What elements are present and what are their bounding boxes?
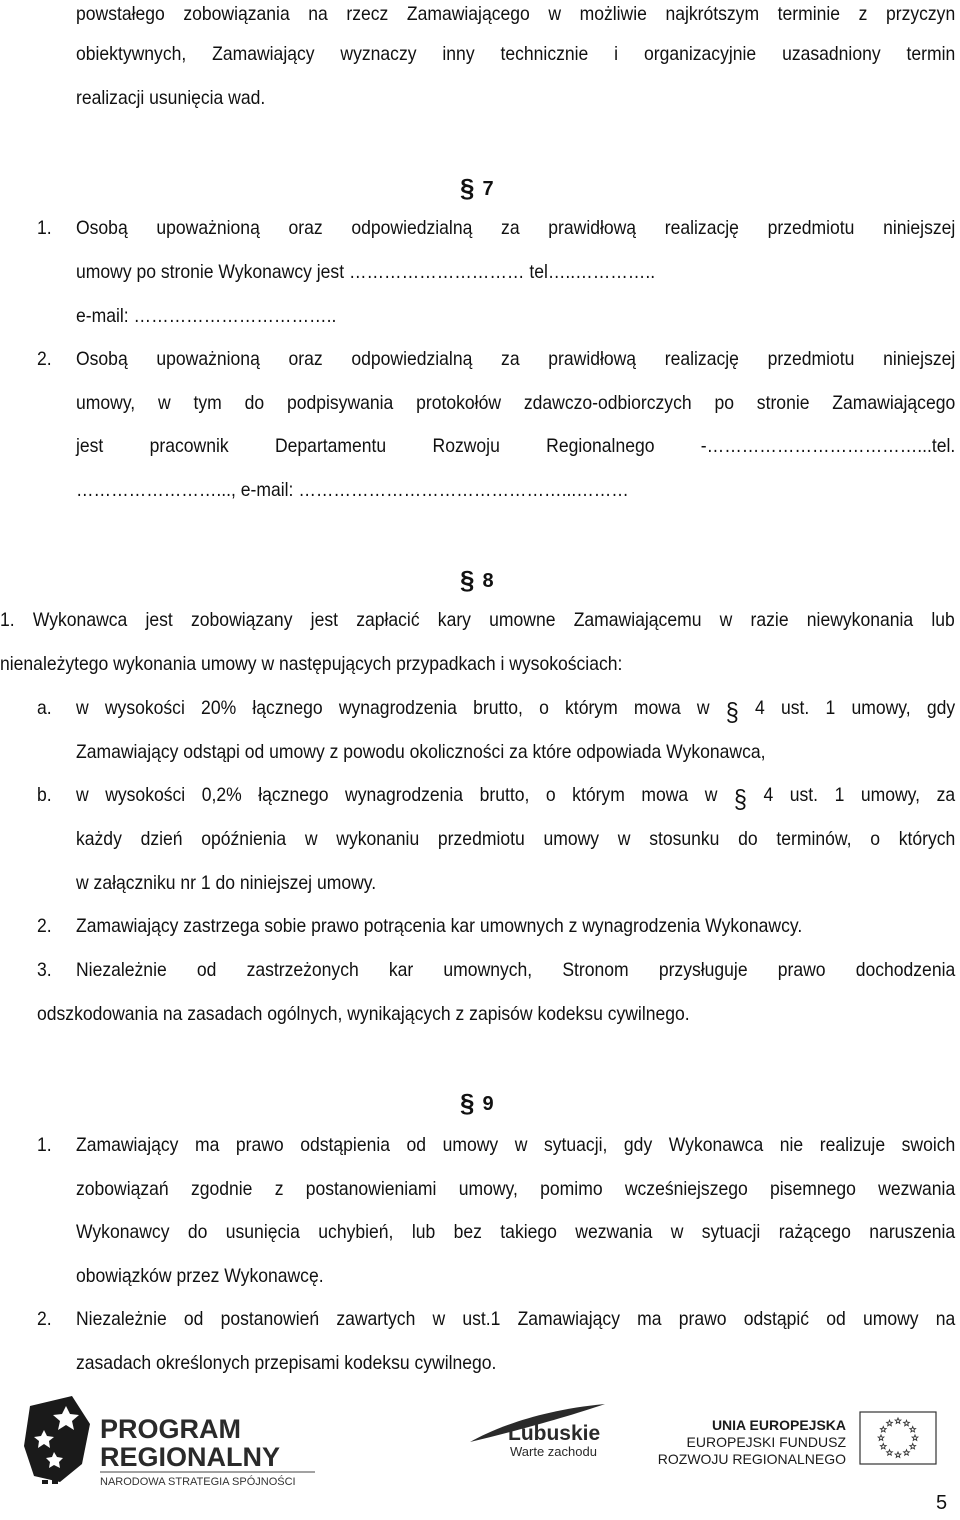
word: którym xyxy=(565,697,618,719)
word: mowa xyxy=(633,697,681,719)
word: sytuacji, xyxy=(543,1134,608,1156)
text-line xyxy=(0,606,955,634)
logo-text: PROGRAM xyxy=(100,1414,241,1444)
word: naruszenia xyxy=(869,1221,956,1243)
text-line: e-mail: …………………………….. xyxy=(76,305,337,327)
section-heading-7 xyxy=(460,172,494,203)
section-number: 8 xyxy=(482,570,494,592)
word: pisemnego xyxy=(770,1178,856,1200)
section-symbol: § xyxy=(460,173,475,203)
word: odpowiedzialną xyxy=(351,348,473,370)
word: i xyxy=(614,43,619,65)
word: takiego xyxy=(500,1221,557,1243)
word: w xyxy=(304,828,318,850)
word: termin xyxy=(906,43,956,65)
text-line xyxy=(76,1131,955,1159)
word: § xyxy=(733,784,747,814)
word: zastrzeżonych xyxy=(246,959,359,981)
word: 4 xyxy=(763,784,774,806)
word: od xyxy=(196,959,217,981)
word: o xyxy=(870,828,881,850)
word: każdy xyxy=(76,828,122,850)
word: możliwie xyxy=(579,3,647,25)
word: 4 xyxy=(755,697,765,719)
program-regionalny-logo xyxy=(24,1396,315,1488)
word: uzasadniony xyxy=(782,43,881,65)
word: niniejszej xyxy=(883,217,956,239)
word: Osobą xyxy=(76,217,128,239)
word: do xyxy=(244,392,265,414)
word: Osobą xyxy=(76,348,128,370)
word: wykonaniu xyxy=(336,828,420,850)
word: sytuacji xyxy=(701,1221,761,1243)
word: wynagrodzenia xyxy=(338,697,457,719)
word: o xyxy=(545,784,556,806)
word: Zamawiającego xyxy=(406,3,530,25)
word: w xyxy=(548,3,562,25)
logo-text: NARODOWA STRATEGIA SPÓJNOŚCI xyxy=(100,1476,296,1488)
list-number: 2. xyxy=(37,915,52,937)
text-line: umowy po stronie Wykonawcy jest ………………………… tel…..………….. xyxy=(76,261,656,283)
word: zobowiązania xyxy=(183,3,290,25)
word: jest xyxy=(310,609,338,631)
word: stronie xyxy=(756,392,810,414)
page-number: 5 xyxy=(936,1492,948,1514)
text-line xyxy=(76,1218,955,1246)
word: najkrótszym xyxy=(665,3,760,25)
logo-text: Lubuskie xyxy=(508,1422,601,1445)
section-symbol: § xyxy=(460,565,475,595)
word: obiektywnych, xyxy=(76,43,187,65)
word: Zamawiającemu xyxy=(573,609,702,631)
word: łącznego xyxy=(258,784,329,806)
word: prawo xyxy=(777,959,826,981)
word: w xyxy=(719,609,733,631)
word: realizuje xyxy=(819,1134,886,1156)
word: Zamawiającego xyxy=(832,392,956,414)
word: dochodzenia xyxy=(855,959,956,981)
word: Wykonawcy xyxy=(76,1221,170,1243)
word: odstąpić xyxy=(743,1308,810,1330)
logo-text: REGIONALNY xyxy=(100,1442,281,1472)
word: za xyxy=(936,784,956,806)
word: pracownik xyxy=(149,435,229,457)
word: uchybień, xyxy=(318,1221,394,1243)
word: zobowiązany xyxy=(191,609,293,631)
word: którym xyxy=(572,784,625,806)
text-line: Zamawiający odstąpi od umowy z powodu okoliczności za które odpowiada Wykonawca, xyxy=(76,741,766,763)
logo-text: ROZWOJU REGIONALNEGO xyxy=(657,1451,846,1467)
word: w xyxy=(617,828,631,850)
text-line: ……………………..., e-mail: ………………………………………...……… xyxy=(76,479,629,501)
word: w xyxy=(704,784,718,806)
text-line xyxy=(76,956,955,984)
word: umowy, xyxy=(76,392,136,414)
word: jest xyxy=(76,435,104,457)
word: Stronom xyxy=(562,959,629,981)
word: rażącego xyxy=(778,1221,851,1243)
word: lub xyxy=(411,1221,436,1243)
word: opóźnienia xyxy=(201,828,287,850)
list-number: 1. xyxy=(37,1134,52,1156)
word: bez xyxy=(453,1221,482,1243)
word: niniejszej xyxy=(883,348,956,370)
text-line xyxy=(76,825,955,853)
word: lub xyxy=(931,609,955,631)
word: w xyxy=(696,697,710,719)
word: umowy xyxy=(543,828,600,850)
word: Zamawiający xyxy=(76,1134,179,1156)
word: umowy, xyxy=(851,697,911,719)
word: prawidłową xyxy=(548,348,637,370)
word: ust. xyxy=(780,697,810,719)
word: -………………………………...tel. xyxy=(700,435,956,457)
word: upoważnioną xyxy=(156,348,260,370)
word: Rozwoju xyxy=(432,435,500,457)
word: oraz xyxy=(288,217,323,239)
word: umowy xyxy=(862,1308,919,1330)
word: przedmiotu xyxy=(767,348,855,370)
word: technicznie xyxy=(500,43,589,65)
word: przyczyn xyxy=(885,3,956,25)
text-line: w załączniku nr 1 do niniejszej umowy. xyxy=(76,872,377,894)
word: prawo xyxy=(235,1134,284,1156)
word: do xyxy=(187,1221,208,1243)
eu-text-block xyxy=(658,1417,847,1467)
text-line: nienależytego wykonania umowy w następujących przypadkach i wysokościach: xyxy=(0,653,623,675)
word: Regionalnego xyxy=(546,435,655,457)
word: postanowień xyxy=(220,1308,320,1330)
word: stosunku xyxy=(649,828,720,850)
lubuskie-logo xyxy=(470,1404,605,1459)
word: zgodnie xyxy=(190,1178,253,1200)
eu-flag-icon xyxy=(860,1412,936,1464)
word: 1 xyxy=(825,697,836,719)
word: niewykonania xyxy=(806,609,914,631)
list-number: 3. xyxy=(37,959,52,981)
word: Zamawiający xyxy=(212,43,315,65)
word: gdy xyxy=(623,1134,653,1156)
section-number: 7 xyxy=(482,178,494,200)
text-line xyxy=(76,432,955,460)
word: wysokości xyxy=(104,697,185,719)
list-letter: a. xyxy=(37,697,52,719)
word: tym xyxy=(193,392,222,414)
word: Niezależnie xyxy=(76,959,167,981)
word: oraz xyxy=(288,348,323,370)
word: na xyxy=(935,1308,956,1330)
word: swoich xyxy=(901,1134,956,1156)
word: przysługuje xyxy=(658,959,748,981)
word: 0,2% xyxy=(201,784,242,806)
word: realizację xyxy=(664,348,739,370)
word: brutto, xyxy=(479,784,530,806)
word: prawidłową xyxy=(548,217,637,239)
word: realizację xyxy=(664,217,739,239)
word: w xyxy=(432,1308,446,1330)
word: postanowieniami xyxy=(305,1178,437,1200)
text-line xyxy=(76,40,955,68)
text-line: obowiązków przez Wykonawcę. xyxy=(76,1265,324,1287)
list-number: 2. xyxy=(37,1308,52,1330)
word: w xyxy=(670,1221,684,1243)
word: na xyxy=(308,3,328,25)
word: od xyxy=(826,1308,846,1330)
word: prawo xyxy=(678,1308,727,1330)
word: zobowiązań xyxy=(76,1178,169,1200)
word: nie xyxy=(779,1134,804,1156)
text-line xyxy=(76,0,955,28)
word: wcześniejszego xyxy=(624,1178,748,1200)
list-letter: b. xyxy=(37,784,52,806)
word: wynagrodzenia xyxy=(345,784,464,806)
word: za xyxy=(501,348,520,370)
word: kary xyxy=(437,609,471,631)
section-heading-9 xyxy=(460,1087,494,1118)
word: protokołów xyxy=(416,392,502,414)
word: inny xyxy=(442,43,475,65)
word: usunięcia xyxy=(225,1221,300,1243)
word: podpisywania xyxy=(286,392,394,414)
word: ust.1 xyxy=(462,1308,501,1330)
word: terminie xyxy=(777,3,841,25)
word: przedmiotu xyxy=(767,217,855,239)
word: Wykonawca xyxy=(32,609,128,631)
word: razie xyxy=(750,609,789,631)
section-symbol: § xyxy=(460,1088,475,1118)
section-heading-8 xyxy=(460,564,494,595)
footer-logos xyxy=(0,1390,960,1515)
list-number: 2. xyxy=(37,348,52,370)
section-number: 9 xyxy=(482,1093,494,1115)
word: o xyxy=(539,697,549,719)
text-line xyxy=(76,1175,955,1203)
word: rzecz xyxy=(346,3,389,25)
word: w xyxy=(157,392,171,414)
list-number: 1. xyxy=(37,217,52,239)
text-line: zasadach określonych przepisami kodeksu cywilnego. xyxy=(76,1352,497,1374)
word: umowne xyxy=(489,609,556,631)
text-line xyxy=(76,345,955,373)
logo-text: Warte zachodu xyxy=(510,1444,597,1459)
word: od xyxy=(183,1308,204,1330)
text-line: odszkodowania na zasadach ogólnych, wynikających z zapisów kodeksu cywilnego. xyxy=(37,1003,690,1025)
word: przedmiotu xyxy=(437,828,525,850)
word: odpowiedzialną xyxy=(351,217,473,239)
word: umownych, xyxy=(443,959,533,981)
word: w xyxy=(76,784,89,806)
word: których xyxy=(898,828,956,850)
word: zdawczo-odbiorczych xyxy=(523,392,692,414)
word: 20% xyxy=(201,697,237,719)
word: 1. xyxy=(0,609,15,631)
word: mowa xyxy=(641,784,689,806)
word: Wykonawca xyxy=(668,1134,764,1156)
logo-text: EUROPEJSKI FUNDUSZ xyxy=(686,1434,846,1450)
word: upoważnioną xyxy=(156,217,260,239)
word: od xyxy=(406,1134,427,1156)
word: z xyxy=(858,3,868,25)
word: do xyxy=(738,828,758,850)
word: 1 xyxy=(834,784,845,806)
word: gdy xyxy=(926,697,956,719)
text-line: Zamawiający zastrzega sobie prawo potrącenia kar umownych z wynagrodzenia Wykonawcy. xyxy=(76,915,803,937)
word: pomimo xyxy=(540,1178,603,1200)
word: ma xyxy=(637,1308,662,1330)
word: Zamawiający xyxy=(517,1308,620,1330)
word: łącznego xyxy=(252,697,323,719)
text-line xyxy=(76,781,956,814)
word: zawartych xyxy=(336,1308,416,1330)
word: umowy, xyxy=(860,784,921,806)
word: w xyxy=(514,1134,528,1156)
word: kar xyxy=(388,959,414,981)
word: brutto, xyxy=(473,697,523,719)
text-line xyxy=(76,694,956,727)
logo-text: UNIA EUROPEJSKA xyxy=(711,1417,846,1433)
word: wezwania xyxy=(878,1178,956,1200)
word: po xyxy=(714,392,734,414)
text-line xyxy=(76,1305,955,1333)
text-line xyxy=(76,214,955,242)
word: ust. xyxy=(789,784,819,806)
word: Departamentu xyxy=(274,435,387,457)
text-line xyxy=(76,389,955,417)
word: w xyxy=(76,697,89,719)
word: odstąpienia xyxy=(300,1134,391,1156)
word: wysokości xyxy=(105,784,186,806)
word: jest xyxy=(145,609,173,631)
text-line: realizacji usunięcia wad. xyxy=(76,87,266,109)
word: ma xyxy=(194,1134,220,1156)
word: z xyxy=(274,1178,284,1200)
word: § xyxy=(725,697,739,727)
word: zapłacić xyxy=(356,609,420,631)
word: za xyxy=(501,217,520,239)
word: organizacyjnie xyxy=(643,43,757,65)
footer xyxy=(0,1390,960,1515)
word: wezwania xyxy=(575,1221,653,1243)
word: umowy xyxy=(442,1134,499,1156)
word: Niezależnie xyxy=(76,1308,167,1330)
word: wyznaczy xyxy=(340,43,417,65)
word: powstałego xyxy=(76,3,165,25)
word: dzień xyxy=(140,828,183,850)
word: terminów, xyxy=(776,828,852,850)
word: umowy, xyxy=(458,1178,518,1200)
